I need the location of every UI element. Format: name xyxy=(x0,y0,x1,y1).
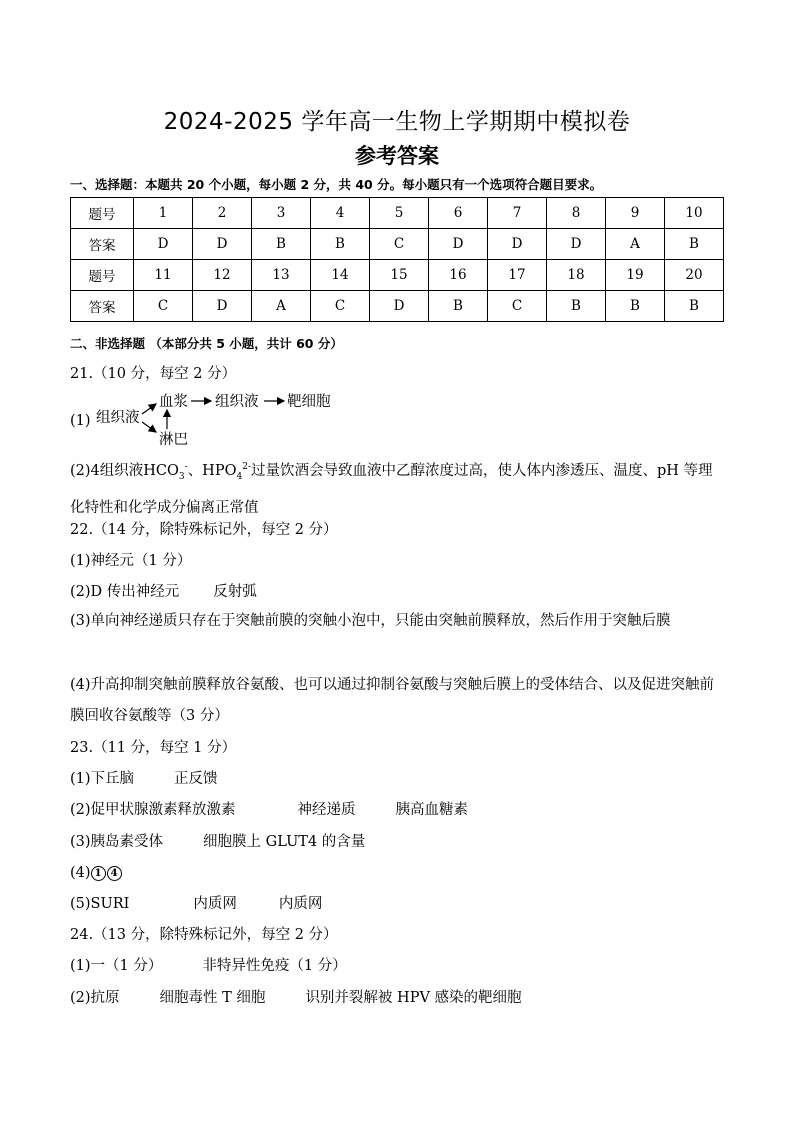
q23-part4: (4) 1 4 xyxy=(70,863,123,883)
answer-cell: D xyxy=(134,229,193,260)
row-label-question: 题号 xyxy=(71,198,134,229)
q22-part4 xyxy=(70,670,724,732)
answer-row xyxy=(71,291,724,322)
diagram-arrow xyxy=(142,404,156,414)
answer-cell: B xyxy=(665,229,724,260)
q24-part2-answer1: (2)抗原 xyxy=(70,990,120,1006)
q24-part1-answer1: (1)一（1 分） xyxy=(70,958,163,974)
answer-cell: C xyxy=(488,291,547,322)
section2-heading: 二、非选择题 （本部分共 5 小题，共计 60 分） xyxy=(70,336,343,351)
question-number-cell: 1 xyxy=(134,198,193,229)
q24-part1 xyxy=(70,956,347,976)
diagram-node-tissue-fluid-2: 组织液 xyxy=(215,394,259,410)
q22-part2-answer1: (2)D 传出神经元 xyxy=(70,584,180,600)
answer-cell: B xyxy=(665,291,724,322)
row-label-question: 题号 xyxy=(71,260,134,291)
answer-cell: D xyxy=(429,229,488,260)
answer-cell: C xyxy=(311,291,370,322)
answer-cell: B xyxy=(429,291,488,322)
question-number-row xyxy=(71,198,724,229)
question-number-cell: 18 xyxy=(547,260,606,291)
question-number-cell: 4 xyxy=(311,198,370,229)
question-number-cell: 3 xyxy=(252,198,311,229)
question-number-cell: 9 xyxy=(606,198,665,229)
q22-part1: (1)神经元（1 分） xyxy=(70,553,192,569)
answer-cell: D xyxy=(547,229,606,260)
q23-part5-answer3: 内质网 xyxy=(278,896,323,912)
q23-part1-answer1: (1)下丘脑 xyxy=(70,771,135,787)
q21-part2-answer4: 过量饮酒会导致血液中乙醇浓度过高，使人体内渗透压、温度、pH 等理化特性和化学成分偏离正常值 xyxy=(70,462,713,516)
question-number-cell: 7 xyxy=(488,198,547,229)
answer-cell: A xyxy=(606,229,665,260)
question-number-cell: 19 xyxy=(606,260,665,291)
q21-part2-answer3: $HCO_3^-$、$HPO_4^{2-}$ xyxy=(143,462,251,482)
q23-part2-answer1: (2)促甲状腺激素释放激素 xyxy=(70,802,236,818)
circled-number-1: 1 xyxy=(91,866,106,881)
body-fluid-diagram xyxy=(70,388,330,448)
diagram-arrow xyxy=(142,422,156,432)
question-number-cell: 17 xyxy=(488,260,547,291)
q22-part4-answer2: 抑制突触前膜释放谷氨酸、也可以通过抑制谷氨酸与突触后膜上的受体结合、以及促进突触前膜回收谷氨酸等（3 分） xyxy=(70,677,715,724)
page-title: 2024-2025 学年高一生物上学期期中模拟卷 xyxy=(163,109,631,135)
q22-part3-answer1: (3)单向 xyxy=(70,613,120,629)
question-number-cell: 8 xyxy=(547,198,606,229)
q23-part2-answer2: 神经递质 xyxy=(297,802,356,818)
q23-part5 xyxy=(70,894,322,914)
question-number-cell: 16 xyxy=(429,260,488,291)
q23-part5-answer1: (5)SURI xyxy=(70,896,130,912)
answer-cell: B xyxy=(252,229,311,260)
answer-cell: D xyxy=(488,229,547,260)
question-number-cell: 11 xyxy=(134,260,193,291)
q21-part1-label: (1) xyxy=(70,413,91,429)
question-number-cell: 20 xyxy=(665,260,724,291)
q23-part3-answer1: (3)胰岛素受体 xyxy=(70,834,164,850)
q24-header: 24.（13 分，除特殊标记外，每空 2 分） xyxy=(70,927,338,943)
q21-header: 21.（10 分，每空 2 分） xyxy=(70,366,237,382)
page-subtitle: 参考答案 xyxy=(355,144,439,168)
answer-cell: B xyxy=(606,291,665,322)
q23-part2-answer3: 胰高血糖素 xyxy=(395,802,469,818)
question-number-cell: 12 xyxy=(193,260,252,291)
diagram-node-lymph: 淋巴 xyxy=(159,432,188,448)
q23-part5-answer2: 内质网 xyxy=(193,896,237,912)
q23-part1-answer2: 正反馈 xyxy=(174,771,218,787)
answer-cell: D xyxy=(370,291,429,322)
q22-header: 22.（14 分，除特殊标记外，每空 2 分） xyxy=(70,522,338,538)
question-number-cell: 2 xyxy=(193,198,252,229)
answer-cell: C xyxy=(370,229,429,260)
q23-part3 xyxy=(70,832,365,852)
answer-cell: C xyxy=(134,291,193,322)
q21-part2 xyxy=(70,452,724,524)
q24-part2-answer2: 细胞毒性 T 细胞 xyxy=(159,990,266,1006)
question-number-cell: 15 xyxy=(370,260,429,291)
q21-part2-answer1: (2)4 xyxy=(70,462,100,479)
diagram-node-plasma: 血浆 xyxy=(159,394,188,410)
q23-header: 23.（11 分，每空 1 分） xyxy=(70,740,237,756)
answer-row xyxy=(71,229,724,260)
answer-cell: D xyxy=(193,229,252,260)
diagram-node-tissue-fluid: 组织液 xyxy=(96,410,140,426)
answer-cell: A xyxy=(252,291,311,322)
question-number-cell: 5 xyxy=(370,198,429,229)
q22-part2 xyxy=(70,582,257,602)
circled-number-4: 4 xyxy=(107,866,122,881)
q24-part1-answer2: 非特异性免疫（1 分） xyxy=(202,958,347,974)
answer-cell: D xyxy=(193,291,252,322)
answer-cell: B xyxy=(547,291,606,322)
row-label-answer: 答案 xyxy=(71,229,134,260)
q24-part2-answer3: 识别并裂解被 HPV 感染的靶细胞 xyxy=(305,990,522,1006)
q22-part4-answer1: (4)升高 xyxy=(70,677,120,693)
q21-part2-answer2: 组织液 xyxy=(99,462,144,479)
q22-part2-answer2: 反射弧 xyxy=(213,584,257,600)
diagram-node-target-cell: 靶细胞 xyxy=(287,394,330,410)
question-number-cell: 10 xyxy=(665,198,724,229)
q24-part2 xyxy=(70,988,522,1008)
q23-part2 xyxy=(70,800,468,820)
question-number-cell: 14 xyxy=(311,260,370,291)
question-number-cell: 13 xyxy=(252,260,311,291)
q23-part1 xyxy=(70,769,218,789)
question-number-cell: 6 xyxy=(429,198,488,229)
q22-part3-answer2: 神经递质只存在于突触前膜的突触小泡中，只能由突触前膜释放，然后作用于突触后膜 xyxy=(119,613,671,629)
q23-part3-answer2: 细胞膜上 GLUT4 的含量 xyxy=(203,834,366,850)
question-number-row xyxy=(71,260,724,291)
answer-table xyxy=(70,197,724,322)
row-label-answer: 答案 xyxy=(71,291,134,322)
q22-part3 xyxy=(70,606,724,637)
section1-heading: 一、选择题：本题共 20 个小题，每小题 2 分，共 40 分。每小题只有一个选项符合题目要求。 xyxy=(70,177,603,192)
answer-cell: B xyxy=(311,229,370,260)
